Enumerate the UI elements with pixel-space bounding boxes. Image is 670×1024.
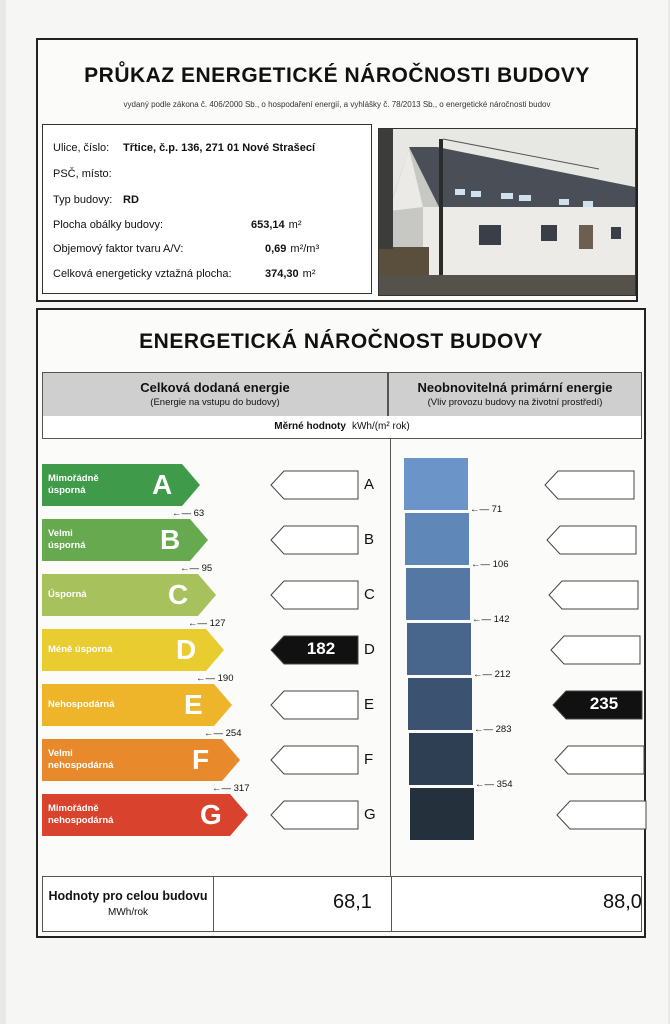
- class-name-b: [48, 519, 85, 561]
- footer-delivered-value: 68,1: [333, 891, 372, 913]
- class-name-text: Úsporná: [48, 589, 87, 600]
- class-band-g: [42, 794, 250, 836]
- page-title: PRŮKAZ ENERGETICKÉ NÁROČNOSTI BUDOVY: [84, 64, 590, 87]
- primary-threshold-106: ←— 106: [471, 559, 509, 570]
- certificate-page: [6, 0, 668, 1024]
- street-label: Ulice, číslo:: [53, 142, 110, 154]
- class-name-text: Méně úsporná: [48, 644, 113, 655]
- primary-bar-g: [410, 788, 474, 840]
- class-letter-b: B: [160, 524, 181, 555]
- delivered-row-letter-d: D: [364, 641, 375, 658]
- class-letter-g: G: [200, 799, 222, 830]
- class-name-text: Velmi nehospodárná: [48, 748, 114, 771]
- specific-values-unit: kWh/(m² rok): [351, 421, 410, 432]
- specific-values-label: Měrné hodnoty: [274, 421, 346, 432]
- delivered-marker-g: [270, 800, 360, 830]
- type-value: RD: [123, 194, 139, 206]
- primary-threshold-212: ←— 212: [473, 669, 511, 680]
- area-value: 374,30 m²: [265, 268, 316, 280]
- rating-box: [36, 308, 646, 938]
- delivered-row-letter-c: C: [364, 586, 375, 603]
- primary-bar-a: [404, 458, 468, 510]
- primary-bar-d: [407, 623, 471, 675]
- class-band-f: [42, 739, 242, 781]
- primary-marker-d: [550, 635, 642, 665]
- delivered-marker-b: [270, 525, 360, 555]
- primary-energy-title: Neobnovitelná primární energie: [417, 380, 613, 395]
- delivered-row-letter-g: G: [364, 806, 376, 823]
- footer-primary-value: 88,0: [603, 891, 642, 913]
- primary-bar-e: [408, 678, 472, 730]
- delivered-energy-subtitle: (Energie na vstupu do budovy): [150, 397, 280, 408]
- envelope-value: 653,14 m²: [251, 219, 302, 231]
- delivered-threshold-254: ←— 254: [204, 728, 242, 739]
- primary-energy-header: [388, 372, 642, 418]
- building-info-box: [42, 124, 372, 294]
- type-label: Typ budovy:: [53, 194, 113, 206]
- legal-subtitle: vydaný podle zákona č. 406/2000 Sb., o hospodaření energií, a vyhlášky č. 78/2013 Sb., o energetické náročnosti budov: [123, 100, 551, 109]
- delivered-marker-c: [270, 580, 360, 610]
- delivered-marker-f: [270, 745, 360, 775]
- primary-marker-g: [556, 800, 648, 830]
- primary-threshold-354: ←— 354: [475, 779, 513, 790]
- primary-marker-a: [544, 470, 636, 500]
- specific-values-row: [42, 416, 642, 439]
- delivered-marker-e: [270, 690, 360, 720]
- primary-threshold-283: ←— 283: [474, 724, 512, 735]
- class-band-e: [42, 684, 234, 726]
- delivered-threshold-317: ←— 317: [212, 783, 250, 794]
- shape-factor-value: 0,69 m²/m³: [265, 243, 320, 255]
- area-label: Celková energeticky vztažná plocha:: [53, 268, 232, 280]
- delivered-marker-a: [270, 470, 360, 500]
- class-letter-f: F: [192, 744, 210, 775]
- delivered-row-letter-e: E: [364, 696, 375, 713]
- building-photo: [378, 128, 636, 296]
- rating-title: ENERGETICKÁ NÁROČNOST BUDOVY: [139, 330, 543, 353]
- class-name-text: Mimořádně úsporná: [48, 473, 99, 496]
- primary-threshold-142: ←— 142: [472, 614, 510, 625]
- primary-bar-b: [405, 513, 469, 565]
- primary-value-badge: 235: [589, 694, 619, 713]
- class-name-text: Velmi úsporná: [48, 528, 86, 551]
- delivered-row-letter-b: B: [364, 531, 375, 548]
- primary-threshold-71: ←— 71: [470, 504, 503, 515]
- class-band-a: [42, 464, 202, 506]
- delivered-value-badge: 182: [306, 639, 336, 658]
- primary-marker-b: [546, 525, 638, 555]
- delivered-row-letter-f: F: [364, 751, 374, 768]
- primary-energy-subtitle: (Vliv provozu budovy na životní prostředí): [427, 397, 603, 408]
- class-letter-a: A: [152, 469, 173, 500]
- class-name-c: [48, 574, 87, 616]
- class-name-e: [48, 684, 115, 726]
- delivered-energy-title: Celková dodaná energie: [140, 380, 290, 395]
- footer-label-cell: [43, 877, 214, 931]
- envelope-label: Plocha obálky budovy:: [53, 219, 164, 231]
- primary-bar-f: [409, 733, 473, 785]
- class-name-text: Nehospodárná: [48, 699, 115, 710]
- primary-marker-c: [548, 580, 640, 610]
- class-letter-d: D: [176, 634, 197, 665]
- class-letter-c: C: [168, 579, 189, 610]
- primary-bar-c: [406, 568, 470, 620]
- delivered-threshold-190: ←— 190: [196, 673, 234, 684]
- class-band-c: [42, 574, 218, 616]
- delivered-threshold-63: ←— 63: [172, 508, 205, 519]
- class-name-d: [48, 629, 112, 671]
- psc-label: PSČ, místo:: [53, 168, 112, 180]
- class-name-f: [48, 739, 113, 781]
- footer-unit: MWh/rok: [108, 907, 148, 918]
- primary-marker-f: [554, 745, 646, 775]
- footer-label: Hodnoty pro celou budovu: [48, 889, 208, 903]
- delivered-row-letter-a: A: [364, 476, 375, 493]
- class-name-text: Mimořádně nehospodárná: [48, 803, 114, 826]
- header-box: [36, 38, 638, 302]
- shape-factor-label: Objemový faktor tvaru A/V:: [53, 243, 184, 255]
- class-letter-e: E: [184, 689, 203, 720]
- footer-divider: [391, 877, 392, 931]
- footer-totals: [42, 876, 642, 932]
- class-band-b: [42, 519, 210, 561]
- delivered-threshold-95: ←— 95: [180, 563, 213, 574]
- street-value: Třtice, č.p. 136, 271 01 Nové Strašecí: [123, 142, 316, 154]
- class-name-g: [48, 794, 113, 836]
- class-name-a: [48, 464, 99, 506]
- delivered-threshold-127: ←— 127: [188, 618, 226, 629]
- delivered-energy-header: [42, 372, 388, 418]
- class-band-d: [42, 629, 226, 671]
